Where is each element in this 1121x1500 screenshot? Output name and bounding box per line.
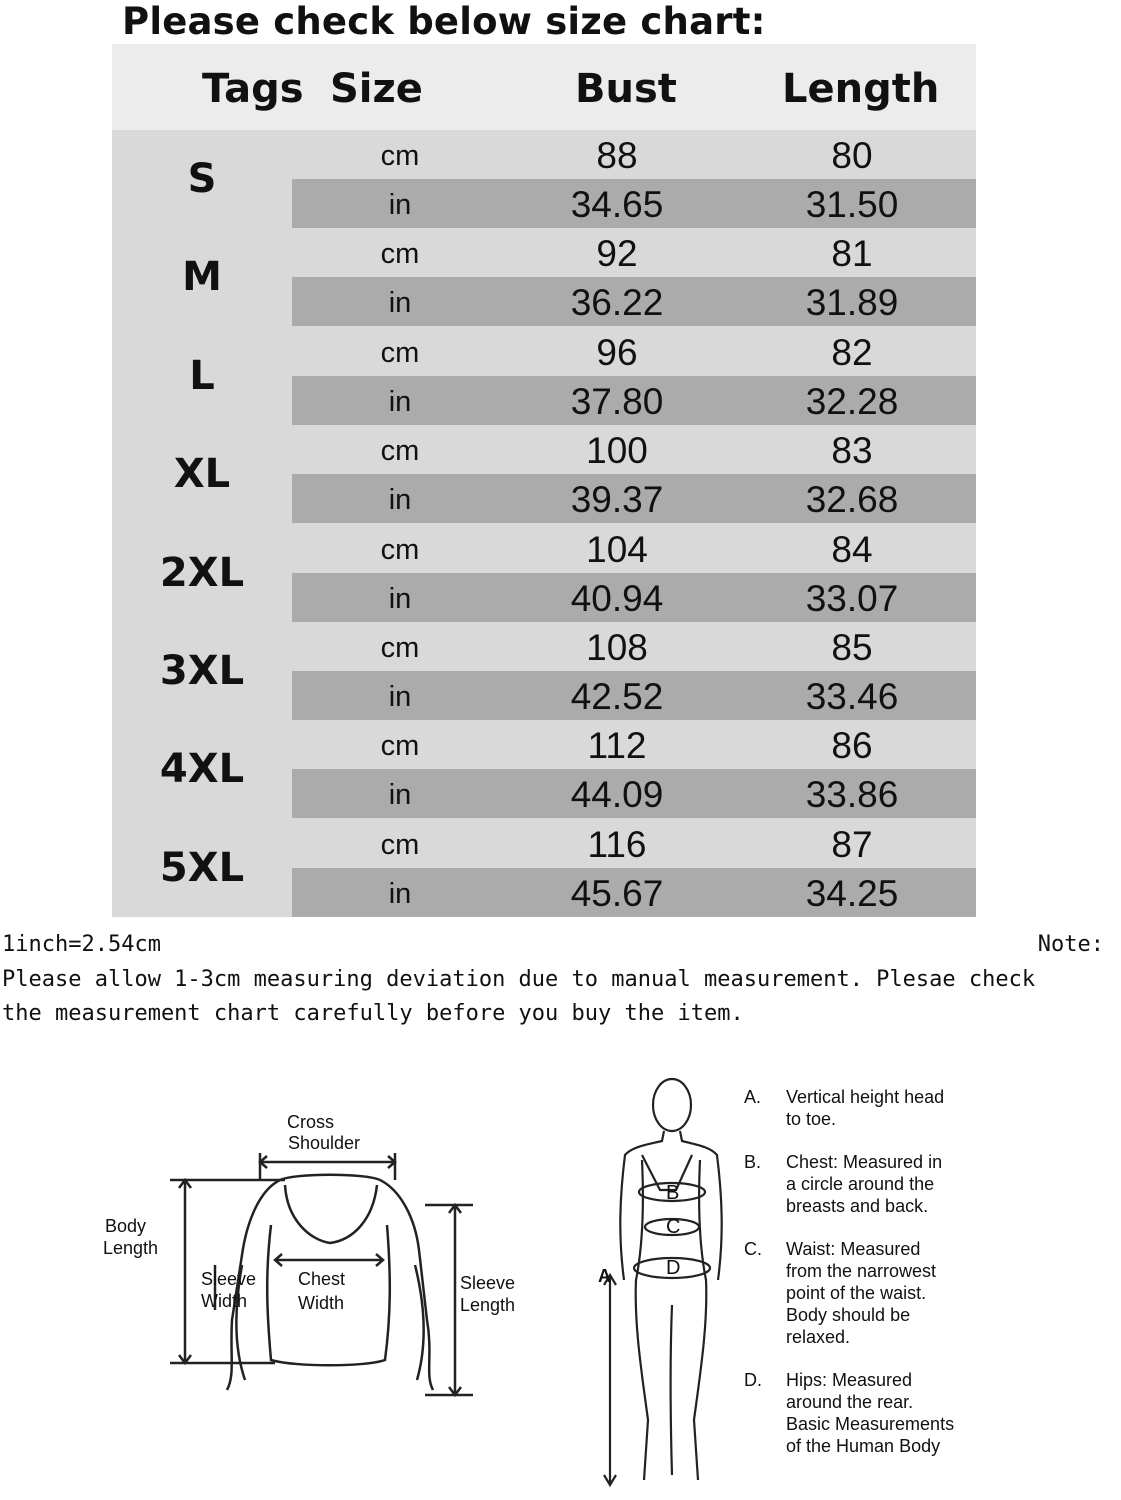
garment-diagram [95, 1105, 545, 1405]
unit-label: cm [380, 238, 420, 271]
legend-line: point of the waist. [786, 1283, 927, 1303]
legend-letter: B. [744, 1152, 762, 1172]
measurement-legend [744, 1086, 1024, 1478]
label-body-length: Length [103, 1238, 159, 1258]
bust-value: 34.65 [570, 184, 664, 225]
label-chest: Chest [298, 1269, 346, 1289]
label-chest-width: Width [298, 1293, 345, 1313]
length-value: 86 [831, 725, 873, 767]
length-value: 33.46 [805, 676, 899, 717]
legend-line: Basic Measurements [786, 1414, 955, 1434]
legend-line: Hips: Measured [786, 1370, 913, 1390]
bust-value: 92 [596, 233, 638, 275]
length-value: 33.07 [805, 577, 899, 619]
bust-value: 39.37 [570, 479, 664, 521]
length-value: 82 [831, 331, 873, 373]
size-chart [112, 44, 976, 917]
cm-row [292, 425, 976, 474]
size-row [112, 228, 976, 326]
bust-value: 104 [586, 528, 648, 570]
label-sleeve-length: Length [460, 1295, 516, 1315]
note-label: Note: [1037, 932, 1104, 957]
table-body [112, 130, 976, 917]
legend-line: breasts and back. [786, 1196, 929, 1216]
length-value: 34.25 [805, 872, 899, 914]
unit-label: cm [380, 435, 420, 468]
in-row [292, 376, 976, 425]
cm-row [292, 819, 976, 868]
deviation-note-line2: the measurement chart carefully before you buy the item. [2, 1001, 744, 1026]
size-row [112, 720, 976, 818]
label-sleeve-right: Sleeve [460, 1273, 516, 1293]
header-length: Length [782, 66, 940, 112]
body-diagram [590, 1075, 740, 1495]
label-shoulder: Shoulder [288, 1133, 361, 1153]
legend-item [744, 1086, 1024, 1130]
size-tag: S [187, 156, 217, 202]
size-row [112, 425, 976, 523]
label-a: A [598, 1266, 611, 1286]
legend-line: Body should be [786, 1305, 911, 1325]
cm-row [292, 524, 976, 573]
size-row [112, 524, 976, 622]
legend-line: Vertical height head [786, 1087, 945, 1107]
in-row [292, 868, 976, 917]
in-row [292, 573, 976, 622]
length-value: 85 [831, 627, 873, 668]
legend-letter: D. [744, 1370, 762, 1390]
bust-value: 40.94 [570, 577, 664, 619]
legend-line: relaxed. [786, 1327, 851, 1347]
bust-value: 37.80 [570, 380, 664, 422]
conversion-note: 1inch=2.54cm [2, 932, 161, 957]
bust-value: 45.67 [570, 872, 664, 914]
length-value: 31.89 [805, 282, 899, 324]
bust-value: 96 [596, 331, 638, 373]
size-tag: 4XL [159, 746, 245, 793]
deviation-note-line1: Please allow 1-3cm measuring deviation due to manual measurement. Plesae check [2, 967, 1036, 992]
header-size: Size [330, 66, 423, 112]
cm-row [292, 622, 976, 671]
header-bust: Bust [575, 66, 677, 112]
cm-row [292, 130, 976, 179]
table-header [112, 44, 976, 130]
unit-label: in [388, 385, 412, 418]
legend-line: a circle around the [786, 1174, 935, 1194]
in-row [292, 671, 976, 720]
cm-row [292, 327, 976, 376]
legend-item [744, 1238, 1024, 1348]
unit-label: in [388, 484, 412, 517]
unit-label: in [388, 681, 412, 713]
length-value: 32.68 [805, 479, 899, 521]
unit-label: in [388, 582, 412, 615]
unit-label: cm [380, 533, 420, 566]
length-value: 87 [831, 823, 873, 865]
size-tag: 5XL [159, 844, 245, 891]
length-value: 33.86 [805, 774, 899, 816]
legend-line: from the narrowest [786, 1261, 937, 1281]
unit-label: in [388, 877, 412, 910]
header-tags: Tags [202, 66, 304, 112]
size-row [112, 819, 976, 917]
label-sleeve-width: Width [201, 1291, 248, 1311]
legend-line: Chest: Measured in [786, 1152, 943, 1172]
label-body: Body [105, 1216, 147, 1236]
in-row [292, 474, 976, 523]
bust-value: 88 [596, 135, 638, 176]
unit-label: cm [380, 828, 420, 861]
bust-value: 44.09 [570, 774, 664, 816]
label-cross: Cross [287, 1112, 335, 1132]
label-sleeve: Sleeve [201, 1269, 257, 1289]
bust-value: 100 [586, 430, 648, 472]
legend-item [744, 1151, 1024, 1217]
bust-value: 36.22 [570, 282, 664, 324]
legend-line: Waist: Measured [786, 1239, 921, 1259]
in-row [292, 277, 976, 326]
legend-line: of the Human Body [786, 1436, 941, 1456]
label-c: C [666, 1216, 681, 1238]
legend-item [744, 1369, 1024, 1457]
note-row-1 [2, 928, 1118, 962]
size-row [112, 327, 976, 425]
label-d: D [666, 1257, 681, 1279]
length-value: 80 [831, 135, 873, 176]
size-tag: 3XL [159, 648, 245, 694]
size-row [112, 622, 976, 720]
size-tag: M [182, 254, 222, 301]
cm-row [292, 720, 976, 769]
unit-label: cm [380, 730, 420, 763]
cm-row [292, 228, 976, 277]
bust-value: 108 [586, 627, 648, 668]
size-tag: 2XL [159, 549, 245, 596]
length-value: 81 [831, 233, 873, 275]
in-row [292, 179, 976, 228]
unit-label: in [388, 189, 412, 221]
page-title: Please check below size chart: [122, 0, 766, 43]
label-b: B [666, 1182, 680, 1204]
bust-value: 116 [587, 823, 647, 865]
length-value: 84 [831, 528, 873, 570]
length-value: 83 [831, 430, 873, 472]
in-row [292, 769, 976, 818]
size-tag: XL [173, 451, 231, 498]
unit-label: cm [380, 336, 420, 369]
unit-label: in [388, 287, 412, 320]
length-value: 31.50 [805, 184, 899, 225]
unit-label: cm [380, 632, 420, 664]
bust-value: 42.52 [570, 676, 664, 717]
unit-label: cm [380, 140, 420, 172]
size-tag: L [189, 352, 215, 399]
legend-line: around the rear. [786, 1392, 914, 1412]
bust-value: 112 [587, 725, 647, 767]
length-value: 32.28 [805, 380, 899, 422]
legend-letter: C. [744, 1239, 762, 1259]
size-row [112, 130, 976, 228]
legend-line: to toe. [786, 1109, 837, 1129]
unit-label: in [388, 779, 412, 812]
legend-letter: A. [744, 1087, 762, 1107]
